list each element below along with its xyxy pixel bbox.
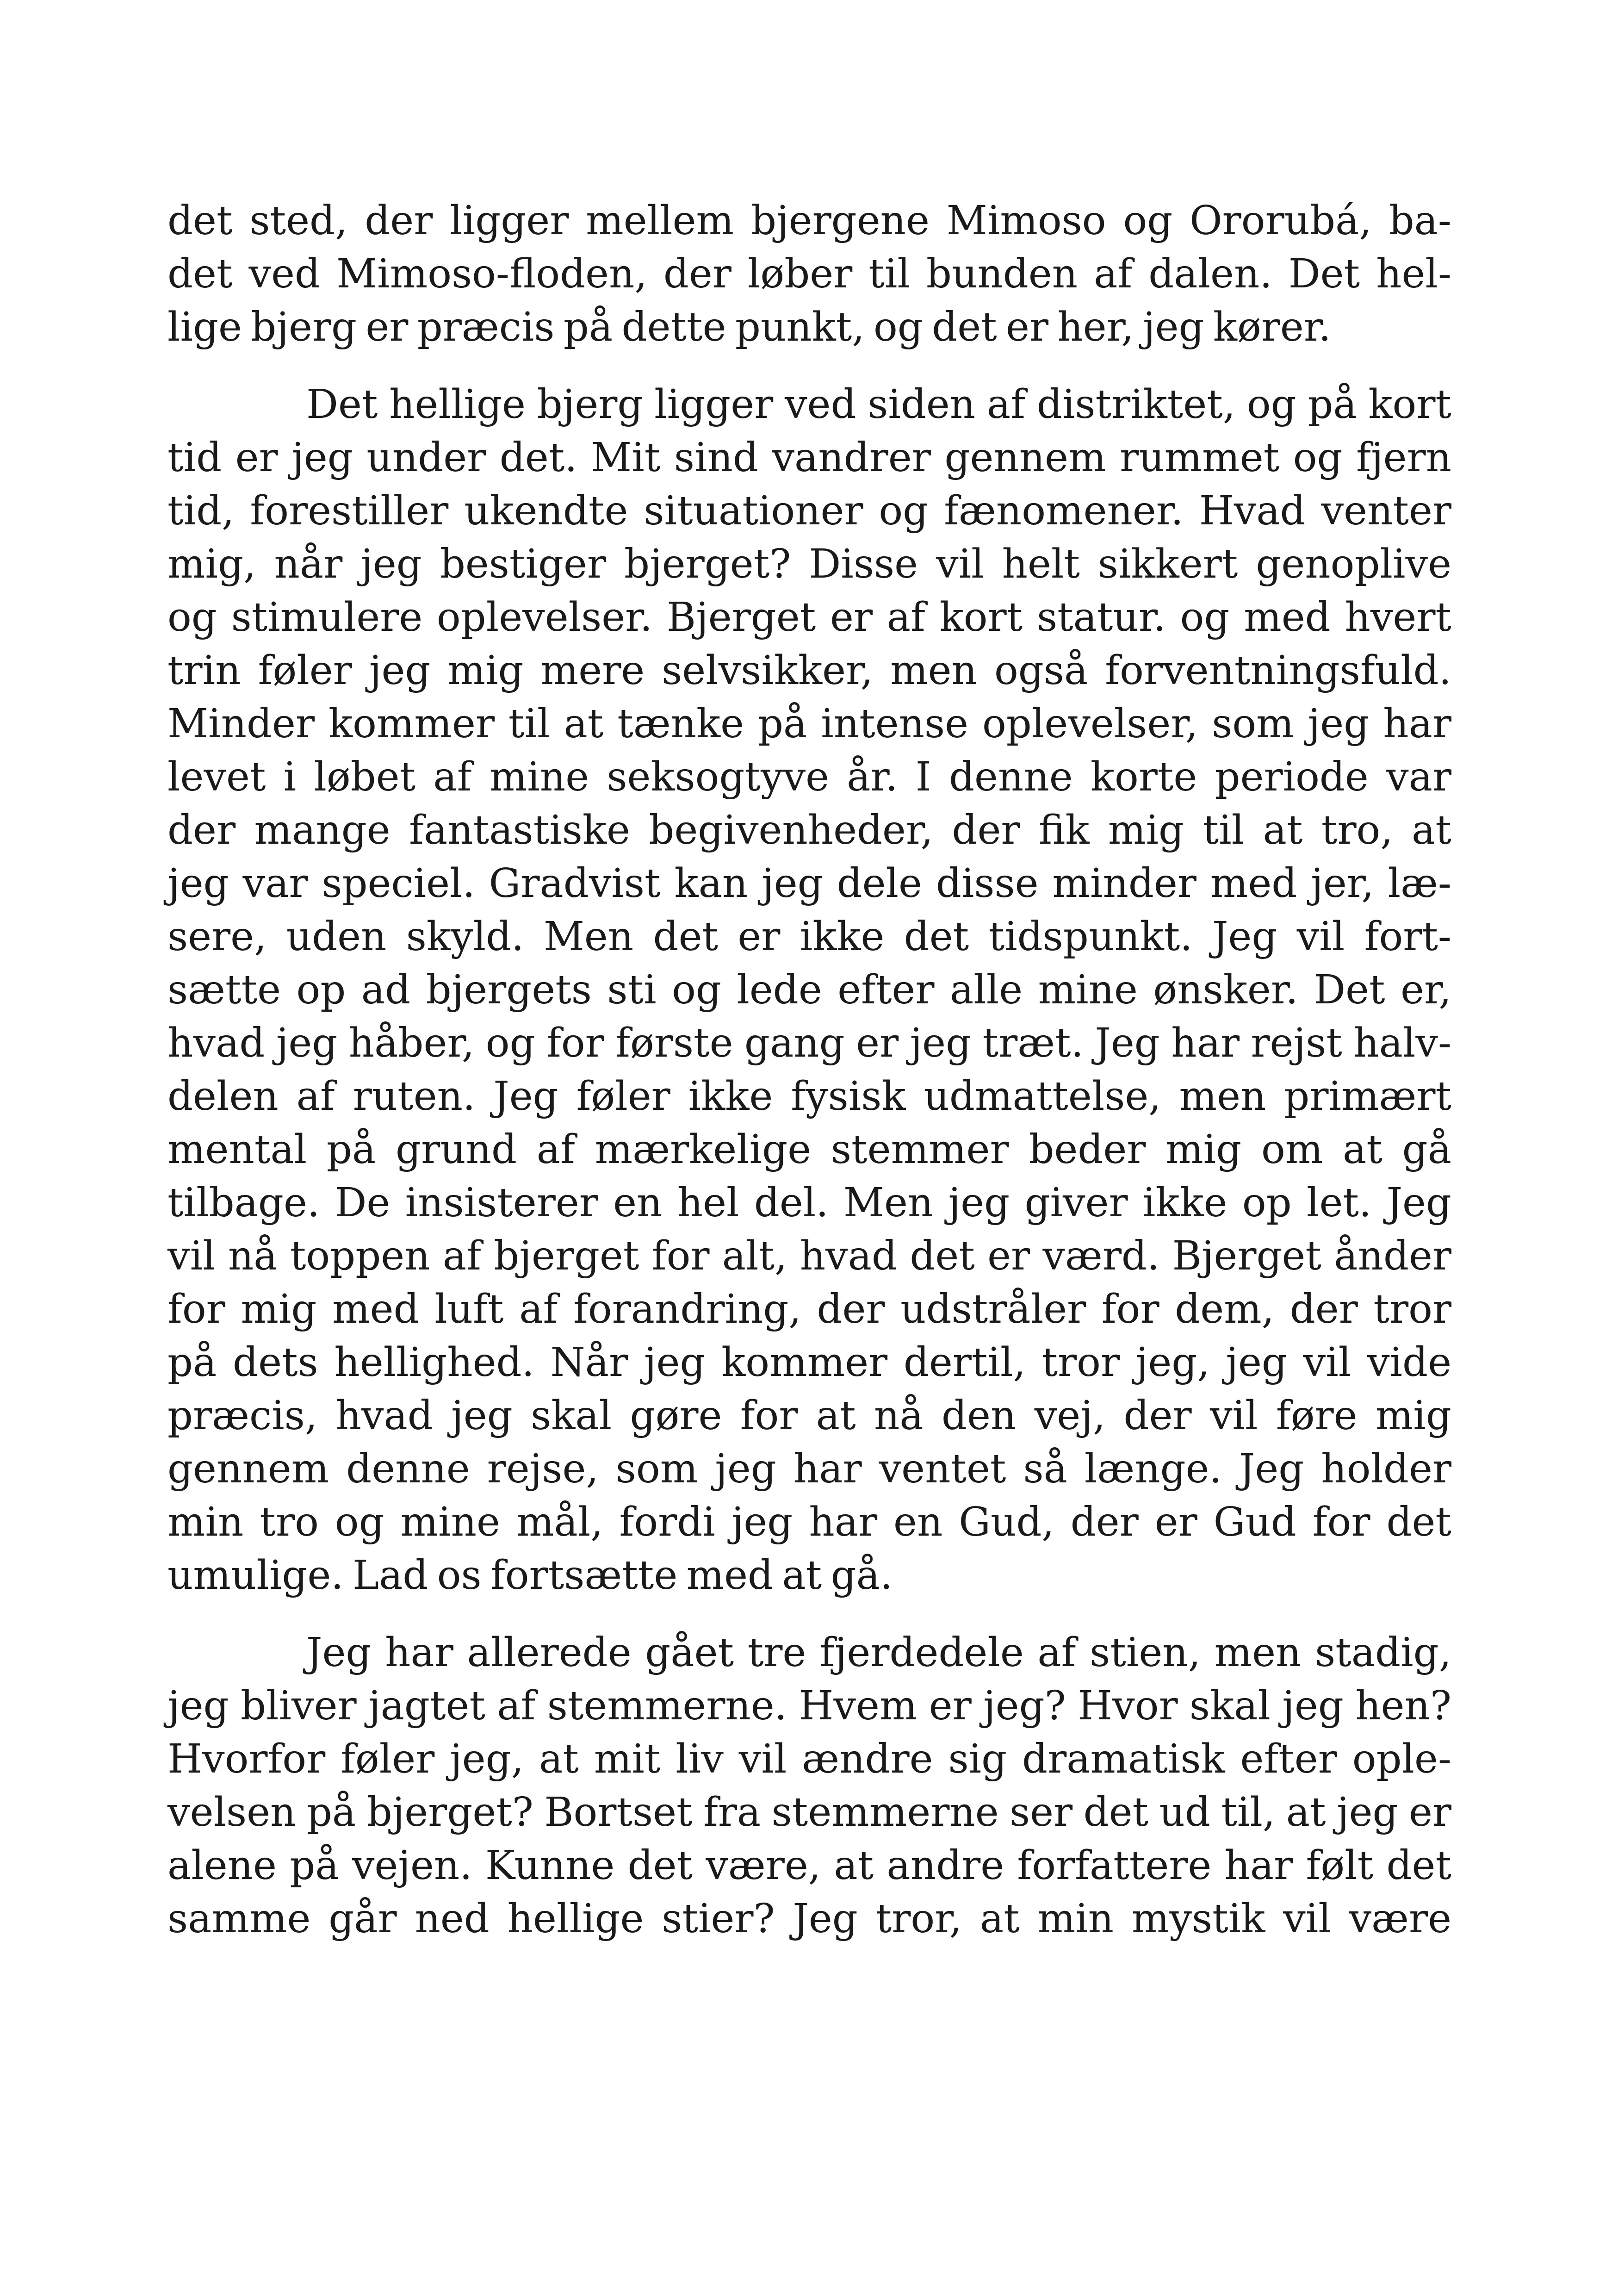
text-line: jeg bliver jagtet af stemmerne. Hvem er jeg? Hvor skal jeg hen?	[167, 1683, 1451, 1729]
text-line: levet i løbet af mine seksogtyve år. I denne korte periode var	[167, 754, 1451, 800]
text-line: der mange fantastiske begivenheder, der fik mig til at tro, at	[167, 807, 1451, 853]
text-line: Jeg har allerede gået tre fjerdedele af stien, men stadig,	[306, 1630, 1451, 1676]
text-line: umulige. Lad os fortsætte med at gå.	[167, 1552, 893, 1599]
text-line: hvad jeg håber, og for første gang er jeg træt. Jeg har rejst halv-	[167, 1020, 1451, 1066]
text-line: tid er jeg under det. Mit sind vandrer gennem rummet og fjern	[167, 435, 1451, 481]
text-line: min tro og mine mål, fordi jeg har en Gud, der er Gud for det	[167, 1499, 1451, 1545]
text-line: velsen på bjerget? Bortset fra stemmerne ser det ud til, at jeg er	[167, 1789, 1451, 1836]
text-line: alene på vejen. Kunne det være, at andre forfattere har følt det	[167, 1842, 1451, 1889]
text-line: Hvorfor føler jeg, at mit liv vil ændre sig dramatisk efter ople-	[167, 1736, 1451, 1782]
text-line: og stimulere oplevelser. Bjerget er af kort statur. og med hvert	[167, 594, 1451, 641]
text-line: præcis, hvad jeg skal gøre for at nå den vej, der vil føre mig	[167, 1393, 1451, 1439]
body-text	[167, 194, 1451, 1946]
text-line: lige bjerg er præcis på dette punkt, og det er her, jeg kører.	[167, 304, 1331, 350]
text-line: gennem denne rejse, som jeg har ventet så længe. Jeg holder	[167, 1446, 1451, 1492]
text-line: Minder kommer til at tænke på intense oplevelser, som jeg har	[167, 701, 1451, 747]
text-line: Det hellige bjerg ligger ved siden af distriktet, og på kort	[306, 381, 1451, 428]
text-line: det ved Mimoso-floden, der løber til bunden af dalen. Det hel-	[167, 251, 1451, 297]
paragraph-2	[167, 378, 1451, 1602]
text-line: samme går ned hellige stier? Jeg tror, at min mystik vil være	[167, 1896, 1451, 1942]
text-line: tid, forestiller ukendte situationer og fænomener. Hvad venter	[167, 488, 1451, 534]
text-line: mental på grund af mærkelige stemmer beder mig om at gå	[167, 1126, 1451, 1173]
text-line: tilbage. De insisterer en hel del. Men jeg giver ikke op let. Jeg	[167, 1180, 1451, 1226]
text-line: jeg var speciel. Gradvist kan jeg dele disse minder med jer, læ-	[167, 860, 1451, 907]
paragraph-1	[167, 194, 1451, 354]
paragraph-3	[167, 1626, 1451, 1946]
text-line: vil nå toppen af bjerget for alt, hvad det er værd. Bjerget ånder	[167, 1233, 1451, 1279]
text-line: sere, uden skyld. Men det er ikke det tidspunkt. Jeg vil fort-	[167, 914, 1451, 960]
text-line: på dets hellighed. Når jeg kommer dertil, tror jeg, jeg vil vide	[167, 1339, 1451, 1386]
text-line: delen af ruten. Jeg føler ikke fysisk udmattelse, men primært	[167, 1073, 1451, 1120]
text-line: trin føler jeg mig mere selvsikker, men også forventningsfuld.	[167, 647, 1451, 694]
text-line: mig, når jeg bestiger bjerget? Disse vil helt sikkert genoplive	[167, 541, 1451, 587]
text-line: det sted, der ligger mellem bjergene Mimoso og Ororubá, ba-	[167, 198, 1451, 244]
text-line: sætte op ad bjergets sti og lede efter alle mine ønsker. Det er,	[167, 967, 1451, 1013]
text-line: for mig med luft af forandring, der udstråler for dem, der tror	[167, 1286, 1451, 1332]
